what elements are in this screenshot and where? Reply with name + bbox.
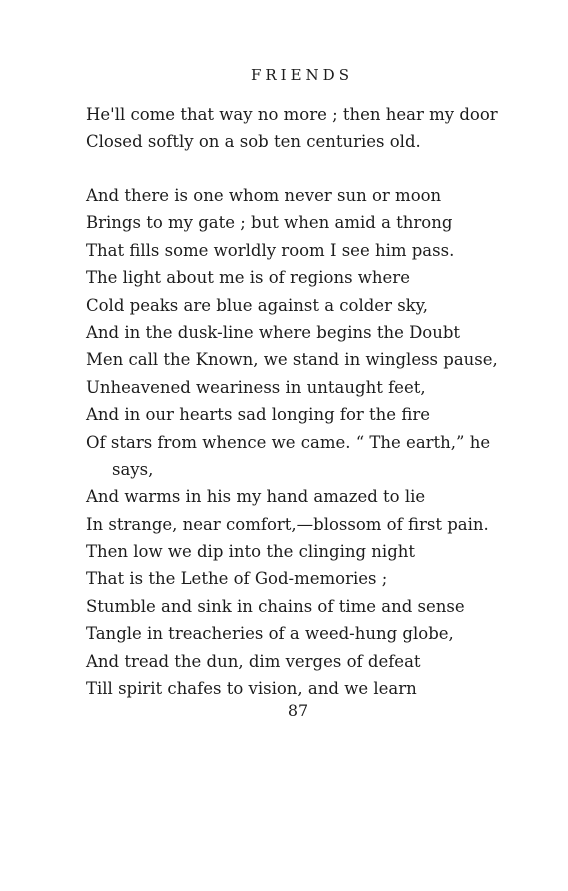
stanza-2: [86, 182, 556, 702]
verse-line: Unheavened weariness in untaught feet,: [86, 377, 426, 397]
verse-line: Men call the Known, we stand in wingless pause,: [86, 350, 498, 370]
verse-line: The light about me is of regions where: [86, 268, 410, 288]
verse-line: And there is one whom never sun or moon: [86, 186, 442, 205]
verse-line: That is the Lethe of God-memories ;: [86, 569, 388, 589]
verse-line: Tangle in treacheries of a weed-hung globe,: [86, 624, 454, 644]
verse-line: Cold peaks are blue against a colder sky,: [86, 295, 429, 315]
verse-line: Closed softly on a sob ten centuries old.: [86, 132, 421, 152]
verse-line: And warms in his my hand amazed to lie: [86, 487, 426, 507]
verse-line: And in the dusk-line where begins the Doubt: [86, 322, 461, 342]
verse-line: In strange, near comfort,—blossom of first pain.: [86, 514, 489, 534]
verse-line: Stumble and sink in chains of time and sense: [86, 596, 465, 616]
verse-line: He'll come that way no more ; then hear my door: [86, 105, 498, 124]
page-number: 87: [287, 701, 309, 720]
verse-line-turnover: says,: [112, 459, 154, 479]
verse-line: Of stars from whence we came. “ The earth,” he: [86, 432, 491, 452]
verse-line: That fills some worldly room I see him pass.: [86, 240, 455, 260]
stanza-1: [86, 101, 556, 156]
running-title: FRIENDS: [250, 66, 353, 84]
verse-line: Then low we dip into the clinging night: [86, 542, 416, 562]
verse-line: And tread the dun, dim verges of defeat: [86, 651, 421, 671]
verse-line: Brings to my gate ; but when amid a throng: [86, 213, 453, 233]
verse-line: And in our hearts sad longing for the fire: [86, 405, 430, 425]
verse-line: Till spirit chafes to vision, and we learn: [86, 679, 417, 699]
